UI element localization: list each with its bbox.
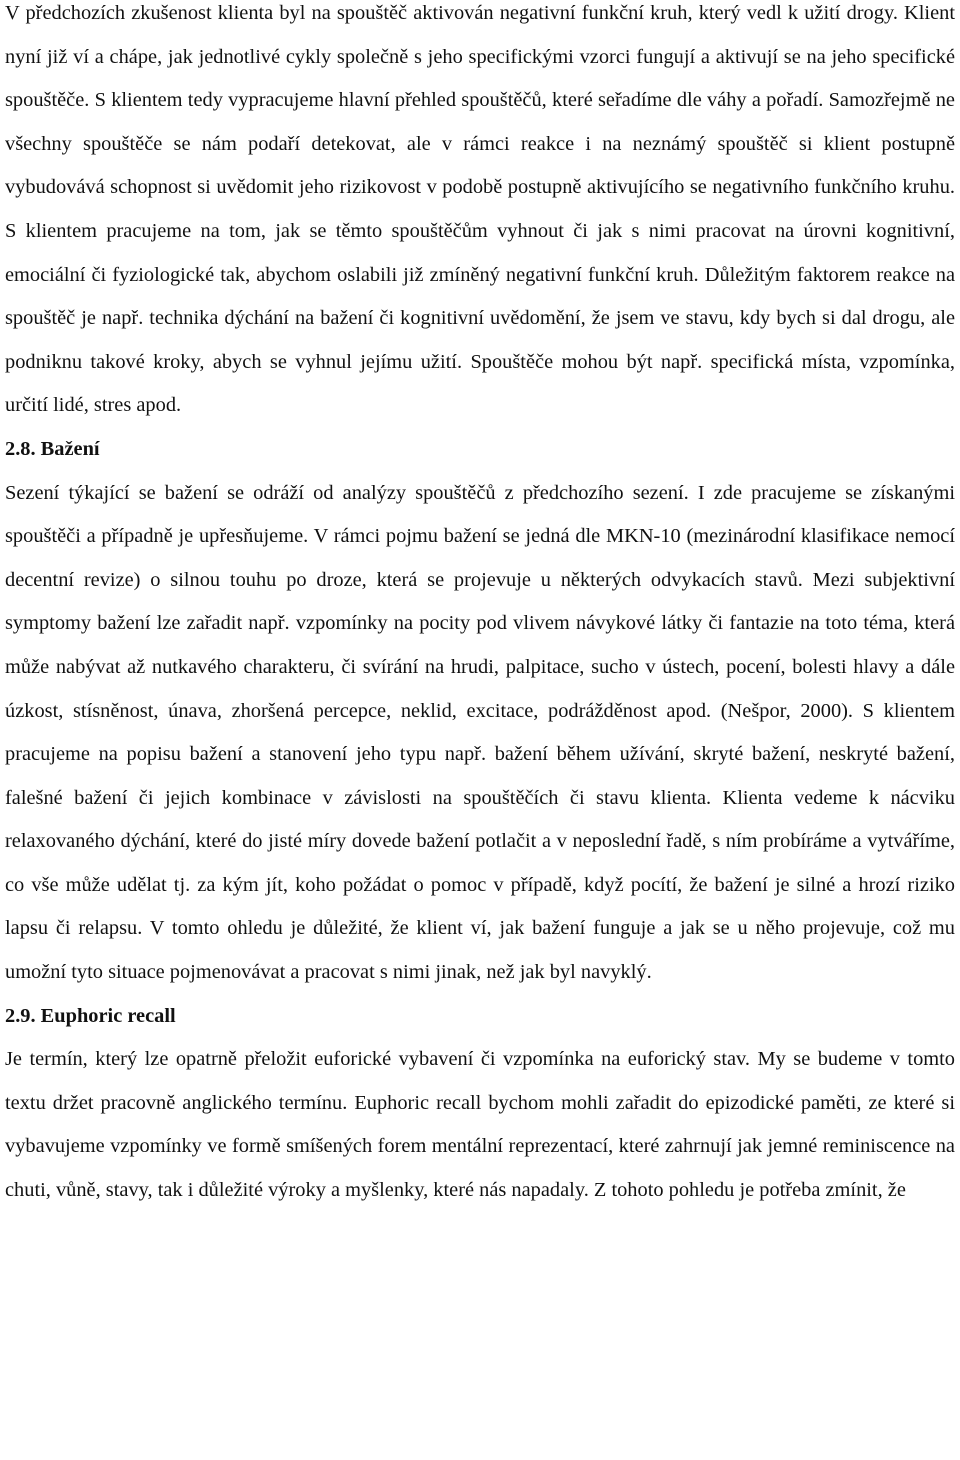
paragraph-euphoric-recall: Je termín, který lze opatrně přeložit euforické vybavení či vzpomínka na euforický stav. My se budeme v tomto textu držet pracovně anglického termínu. Euphoric recall bychom mohli zařadit do epizodické paměti, ze které si vybavujeme vzpomínky ve formě smíšených forem mentální reprezentací, které zahrnují jak jemné reminiscence na chuti, vůně, stavy, tak i důležité výroky a myšlenky, které nás napadaly. Z tohoto pohledu je potřeba zmínit, že (5, 1048, 955, 1202)
document-page (5, 0, 955, 1213)
paragraph-triggers: V předchozích zkušenost klienta byl na spouštěč aktivován negativní funkční kruh, který vedl k užití drogy. Klient nyní již ví a chápe, jak jednotlivé cykly společně s jeho specifickými vzorci fungují a aktivují se na jeho specifické spouštěče. S klientem tedy vypracujeme hlavní přehled spouštěčů, které seřadíme dle váhy a pořadí. Samozřejmě ne všechny spouštěče se nám podaří detekovat, ale v rámci reakce i na neznámý spouštěč si klient postupně vybudovává schopnost si uvědomit jeho rizikovost v podobě postupně aktivujícího se negativního funkčního kruhu. S klientem pracujeme na tom, jak se těmto spouštěčům vyhnout či jak s nimi pracovat na úrovni kognitivní, emociální či fyziologické tak, abychom oslabili již zmíněný negativní funkční kruh. Důležitým faktorem reakce na spouštěč je např. technika dýchání na bažení či kognitivní uvědomění, že jsem ve stavu, kdy bych si dal drogu, ale podniknu takové kroky, abych se vyhnul jejímu užití. Spouštěče mohou být např. specifická místa, vzpomínka, určití lidé, stres apod. (5, 2, 955, 417)
paragraph-craving: Sezení týkající se bažení se odráží od analýzy spouštěčů z předchozího sezení. I zde pracujeme se získanými spouštěči a případně je upřesňujeme. V rámci pojmu bažení se jedná dle MKN-10 (mezinárodní klasifikace nemocí decentní revize) o silnou touhu po droze, která se projevuje u některých odvykacích stavů. Mezi subjektivní symptomy bažení lze zařadit např. vzpomínky na pocity pod vlivem návykové látky či fantazie na toto téma, která může nabývat až nutkavého charakteru, či svírání na hrudi, palpitace, sucho v ústech, pocení, bolesti hlavy a dále úzkost, stísněnost, únava, zhoršená percepce, neklid, excitace, podrážděnost apod. (Nešpor, 2000). S klientem pracujeme na popisu bažení a stanovení jeho typu např. bažení během užívání, skryté bažení, neskryté bažení, falešné bažení či jejich kombinace v závislosti na spouštěčích či stavu klienta. Klienta vedeme k nácviku relaxovaného dýchání, které do jisté míry dovede bažení potlačit a v neposlední řadě, s ním probíráme a vytváříme, co vše může udělat tj. za kým jít, koho požádat o pomoc v případě, když pocítí, že bažení je silné a hrozí riziko lapsu či relapsu. V tomto ohledu je důležité, že klient ví, jak bažení funguje a jak se u něho projevuje, což mu umožní tyto situace pojmenovávat a pracovat s nimi jinak, než jak byl navyklý. (5, 481, 955, 984)
section-heading-craving: 2.8. Bažení (5, 437, 100, 460)
section-heading-euphoric-recall: 2.9. Euphoric recall (5, 1004, 176, 1027)
